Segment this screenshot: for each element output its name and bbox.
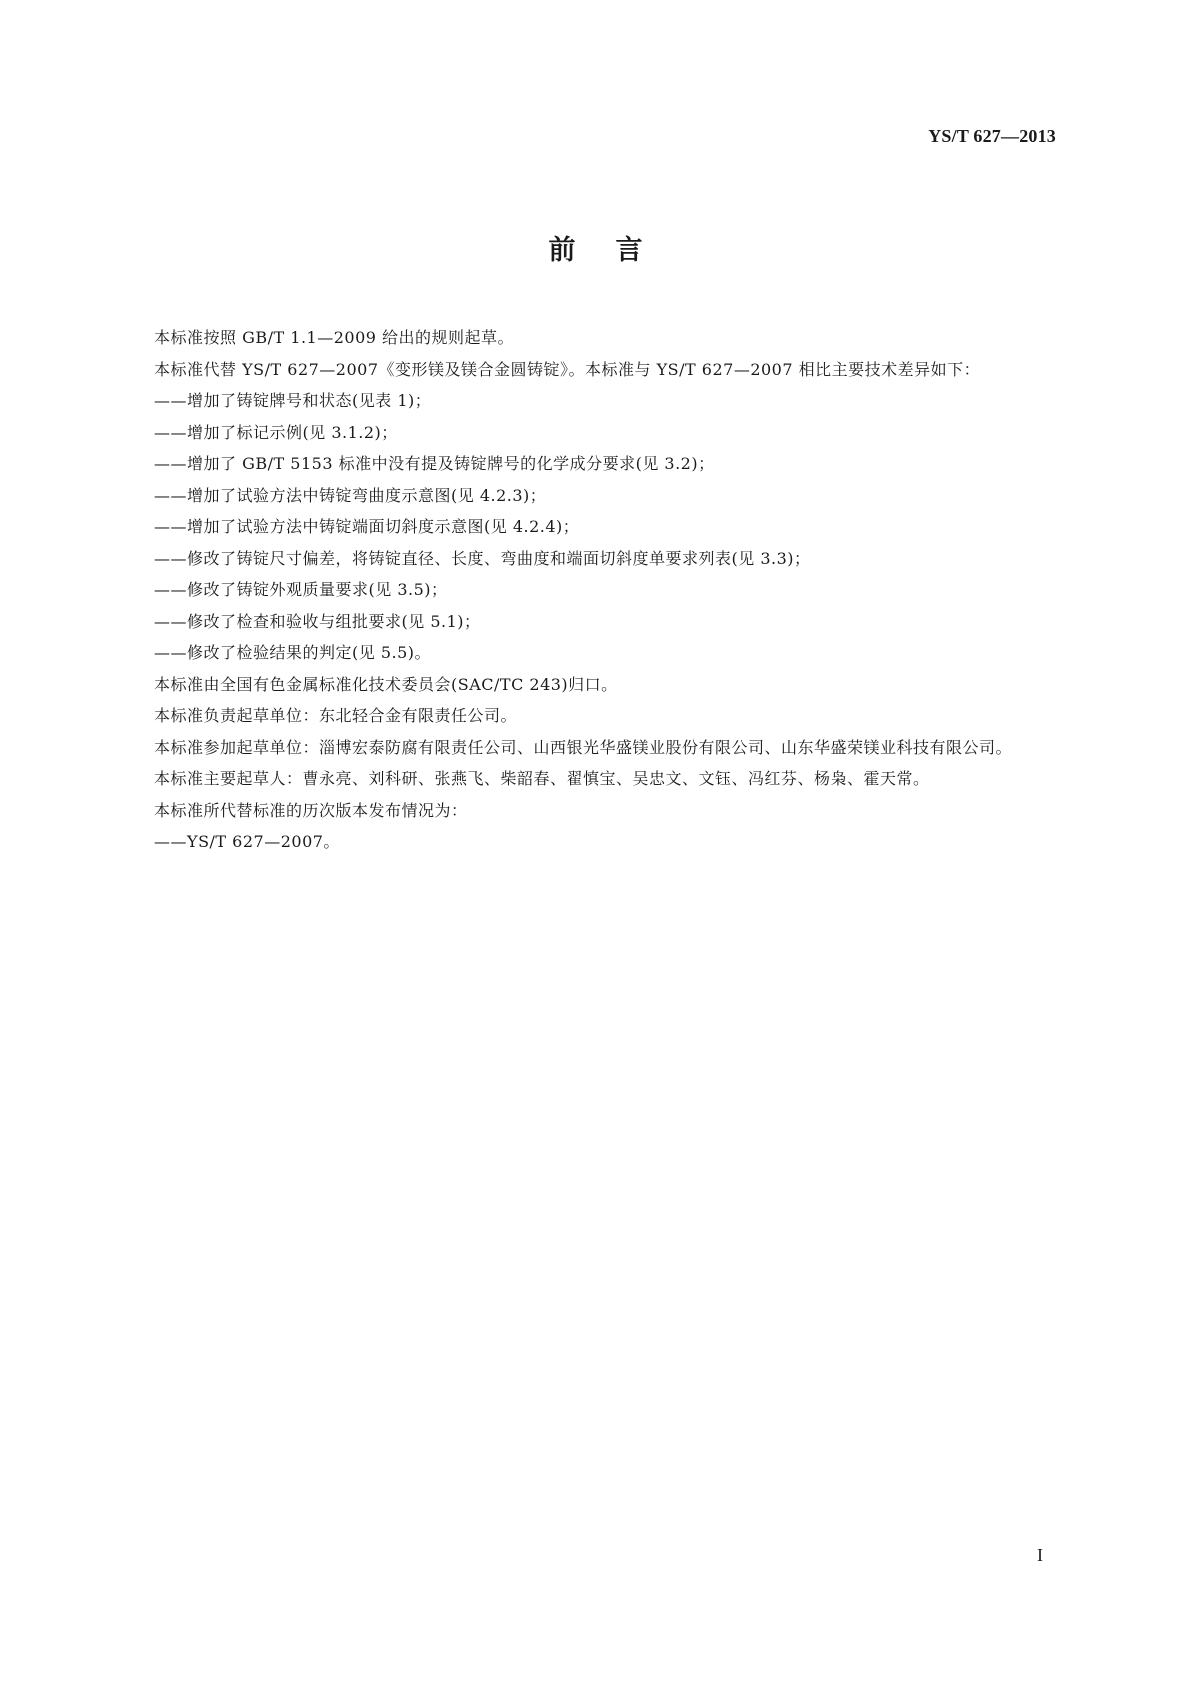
paragraph-main-drafters: 本标准主要起草人：曹永亮、刘科研、张燕飞、柴韶春、翟慎宝、吴忠文、文钰、冯红芬、杨枭、霍天常。 — [154, 769, 930, 788]
change-item: ——修改了铸锭尺寸偏差，将铸锭直径、长度、弯曲度和端面切斜度单要求列表(见 3.3)； — [154, 548, 811, 568]
change-item: ——增加了 GB/T 5153 标准中没有提及铸锭牌号的化学成分要求(见 3.2)； — [154, 454, 715, 473]
change-item: ——修改了检查和验收与组批要求(见 5.1)； — [154, 611, 481, 631]
page-title: 前言 — [548, 235, 683, 266]
paragraph-lead-drafter-unit: 本标准负责起草单位：东北轻合金有限责任公司。 — [154, 706, 518, 725]
previous-version-item: ——YS/T 627—2007。 — [154, 832, 340, 851]
paragraph-previous-versions: 本标准所代替标准的历次版本发布情况为： — [154, 800, 468, 820]
standard-code-header: YS/T 627—2013 — [928, 126, 1056, 146]
change-item: ——增加了标记示例(见 3.1.2)； — [154, 422, 398, 442]
paragraph-committee: 本标准由全国有色金属标准化技术委员会(SAC/TC 243)归口。 — [154, 674, 618, 694]
change-item: ——修改了检验结果的判定(见 5.5)。 — [154, 643, 432, 662]
paragraph-replaces: 本标准代替 YS/T 627—2007《变形镁及镁合金圆铸锭》。本标准与 YS/T 627—2007 相比主要技术差异如下： — [154, 359, 981, 379]
paragraph-drafting-rules: 本标准按照 GB/T 1.1—2009 给出的规则起草。 — [154, 328, 515, 347]
change-item: ——增加了铸锭牌号和状态(见表 1)； — [154, 391, 432, 410]
change-item: ——修改了铸锭外观质量要求(见 3.5)； — [154, 580, 448, 599]
paragraph-participating-units: 本标准参加起草单位：淄博宏泰防腐有限责任公司、山西银光华盛镁业股份有限公司、山东华盛荣镁业科技有限公司。 — [154, 737, 1013, 757]
change-item: ——增加了试验方法中铸锭端面切斜度示意图(见 4.2.4)； — [154, 517, 580, 536]
page-number: I — [1037, 1545, 1043, 1565]
foreword-body — [122, 322, 1062, 858]
change-item: ——增加了试验方法中铸锭弯曲度示意图(见 4.2.3)； — [154, 485, 547, 505]
